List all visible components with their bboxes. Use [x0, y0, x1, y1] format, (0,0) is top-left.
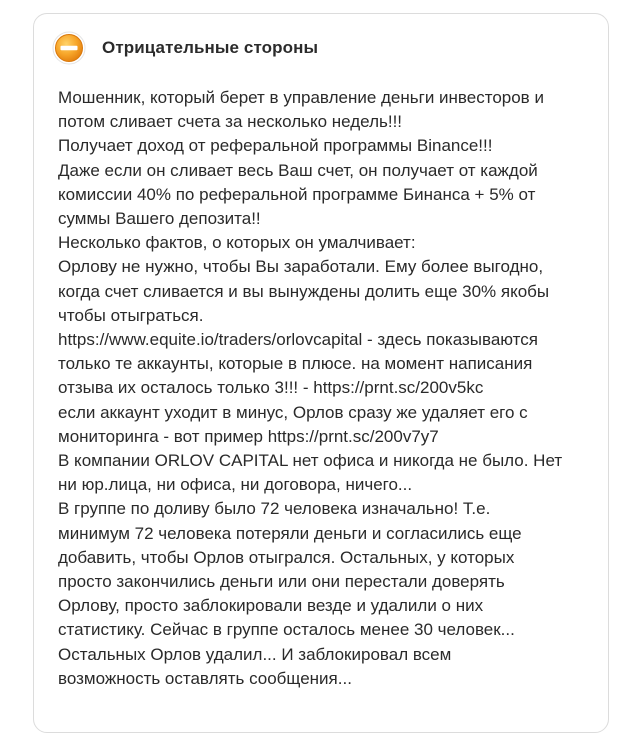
section-title: Отрицательные стороны	[102, 38, 319, 57]
review-line: статистику. Сейчас в группе осталось менее 30 человек...	[58, 620, 515, 640]
review-line: потом сливает счета за несколько недель!!!	[58, 112, 403, 132]
review-line: если аккаунт уходит в минус, Орлов сразу же удаляет его с	[58, 402, 528, 422]
review-line: Орлову не нужно, чтобы Вы заработали. Ему более выгодно,	[58, 257, 544, 277]
review-line: Даже если он сливает весь Ваш счет, он получает от каждой	[58, 160, 538, 180]
review-line: добавить, чтобы Орлов отыгрался. Остальных, у которых	[58, 547, 515, 567]
negative-aspects-card	[33, 13, 609, 733]
review-line: В группе по доливу было 72 человека изначально! Т.е.	[58, 499, 491, 519]
review-line: Получает доход от реферальной программы Binance!!!	[58, 136, 493, 156]
review-line: суммы Вашего депозита!!	[58, 209, 261, 229]
review-line: https://www.equite.io/traders/orlovcapital - здесь показываются	[58, 330, 538, 350]
review-line: мониторинга - вот пример https://prnt.sc/200v7y7	[58, 426, 439, 446]
review-line: Остальных Орлов удалил... И заблокировал всем	[58, 644, 452, 664]
card-header	[52, 31, 318, 65]
review-line: Мошенник, который берет в управление деньги инвесторов и	[58, 88, 544, 107]
review-line: минимум 72 человека потеряли деньги и согласились еще	[58, 523, 522, 543]
review-line: чтобы отыграться.	[58, 305, 204, 325]
review-line: возможность оставлять сообщения...	[58, 668, 352, 688]
review-line: Орлову, просто заблокировали везде и удалили о них	[58, 596, 484, 616]
review-line: только те аккаунты, которые в плюсе. на момент написания	[58, 354, 533, 374]
review-text	[58, 86, 598, 691]
minus-circle-icon	[52, 31, 86, 65]
review-line: когда счет сливается и вы вынуждены долить еще 30% якобы	[58, 281, 550, 301]
review-line: комиссии 40% по реферальной программе Бинанса + 5% от	[58, 184, 536, 204]
review-line: В компании ORLOV CAPITAL нет офиса и никогда не было. Нет	[58, 451, 563, 471]
review-line: просто закончились деньги или они перестали доверять	[58, 572, 505, 592]
review-line: ни юр.лица, ни офиса, ни договора, ничего...	[58, 475, 413, 495]
review-line: отзыва их осталось только 3!!! - https://prnt.sc/200v5kc	[58, 378, 484, 398]
review-line: Несколько фактов, о которых он умалчивает:	[58, 233, 416, 253]
